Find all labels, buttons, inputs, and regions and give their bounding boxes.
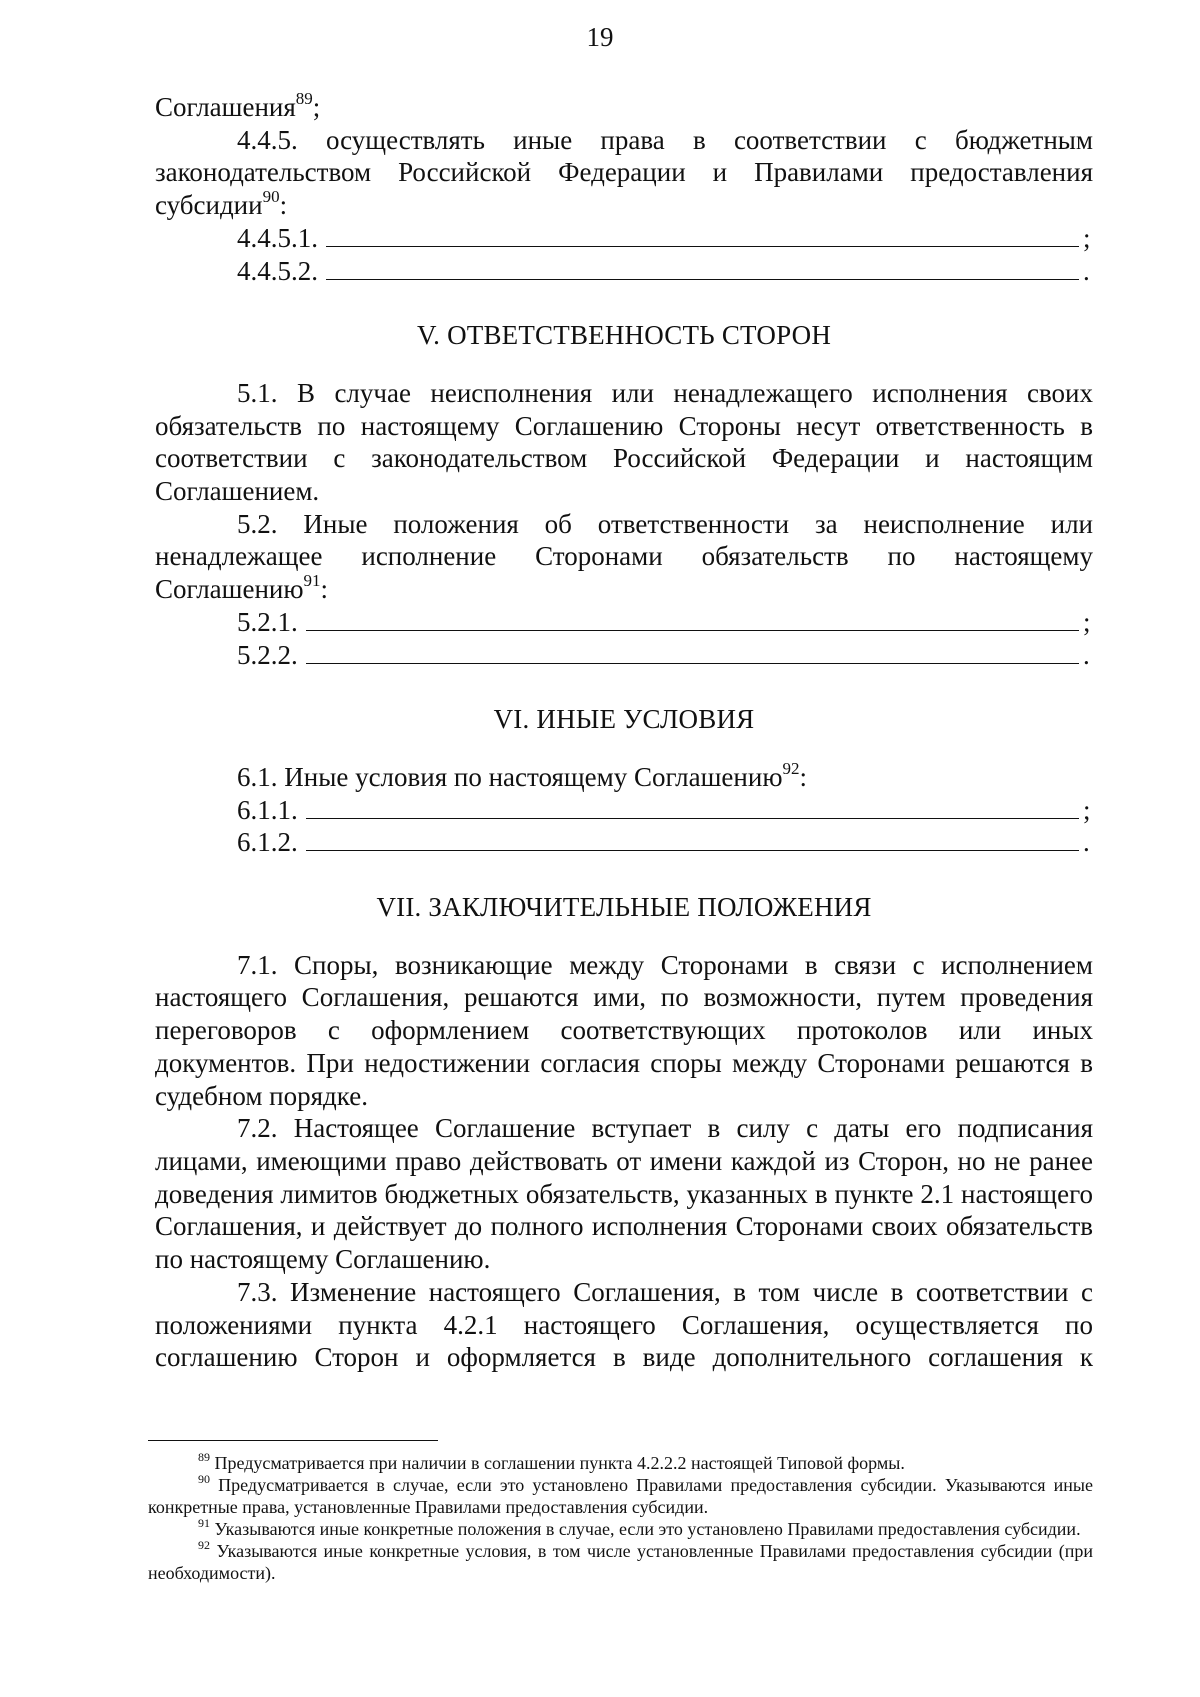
footnote-89 <box>148 1452 1093 1474</box>
blank-line-4-4-5-1 <box>155 222 1093 255</box>
paragraph-5-2 <box>155 508 1093 606</box>
item-number: 4.4.5.2. <box>237 255 318 286</box>
blank-field <box>306 826 1079 851</box>
page-body <box>155 91 1093 1374</box>
continuation-line <box>155 91 1093 124</box>
blank-line-6-1-2 <box>155 826 1093 859</box>
blank-field <box>306 606 1079 631</box>
footnote-90 <box>148 1474 1093 1518</box>
item-number: 4.4.5.1. <box>237 222 318 253</box>
blank-line-6-1-1 <box>155 794 1093 827</box>
paragraph-text: 4.4.5. осуществлять иные права в соответствии с бюджетным законодательством Российской Федерации и Правилами предоставления субсидии <box>155 124 1093 221</box>
section-heading-6: VI. ИНЫЕ УСЛОВИЯ <box>493 704 755 735</box>
punctuation: ; <box>312 92 321 122</box>
blank-field <box>306 794 1079 819</box>
paragraph-text: 6.1. Иные условия по настоящему Соглашению <box>237 761 783 792</box>
footnote-text: Предусматривается при наличии в соглашении пункта 4.2.2.2 настоящей Типовой формы. <box>214 1453 905 1473</box>
footnotes <box>148 1452 1093 1584</box>
footnote-separator <box>148 1440 438 1441</box>
footnote-text: Указываются иные конкретные положения в случае, если это установлено Правилами предоставления субсидии. <box>214 1519 1081 1539</box>
continuation-text: Соглашения <box>155 92 296 122</box>
punctuation: : <box>320 574 329 605</box>
paragraph-7-3: 7.3. Изменение настоящего Соглашения, в том числе в соответствии с положениями пункта 4.2.1 настоящего Соглашения, осуществляется по соглашению Сторон и оформляется в виде дополнительного соглашения к <box>155 1276 1093 1373</box>
punctuation: : <box>799 761 807 792</box>
page-number: 19 <box>586 22 614 52</box>
blank-line-5-2-2 <box>155 639 1093 672</box>
footnote-number: 89 <box>198 1450 210 1464</box>
section-heading-7: VII. ЗАКЛЮЧИТЕЛЬНЫЕ ПОЛОЖЕНИЯ <box>376 892 872 923</box>
footnote-92 <box>148 1540 1093 1584</box>
punctuation: ; <box>1083 794 1091 825</box>
footnote-91 <box>148 1518 1093 1540</box>
blank-field <box>306 639 1079 664</box>
blank-line-5-2-1 <box>155 606 1093 639</box>
punctuation: ; <box>1083 606 1091 637</box>
blank-field <box>326 255 1079 280</box>
footnote-number: 90 <box>198 1472 210 1486</box>
punctuation: . <box>1083 255 1090 286</box>
paragraph-7-1: 7.1. Споры, возникающие между Сторонами в связи с исполнением настоящего Соглашения, решаются ими, по возможности, путем проведения переговоров с оформлением соответствующих протоколов или иных документов. При недостижении согласия споры между Сторонами решаются в судебном порядке. <box>155 949 1093 1111</box>
blank-line-4-4-5-2 <box>155 255 1093 288</box>
blank-field <box>326 222 1079 247</box>
paragraph-text: 5.2. Иные положения об ответственности за неисполнение или ненадлежащее исполнение Сторонами обязательств по настоящему Соглашению <box>155 508 1093 605</box>
footnote-number: 91 <box>198 1516 210 1530</box>
punctuation: ; <box>1083 222 1091 253</box>
paragraph-6-1 <box>155 758 1093 794</box>
footnote-ref: 90 <box>262 187 280 207</box>
footnote-number: 92 <box>198 1538 210 1552</box>
punctuation: . <box>1083 827 1090 858</box>
footnote-ref: 91 <box>303 571 321 591</box>
punctuation: . <box>1083 639 1090 670</box>
section-heading-5: V. ОТВЕТСТВЕННОСТЬ СТОРОН <box>416 320 832 351</box>
paragraph-5-1: 5.1. В случае неисполнения или ненадлежащего исполнения своих обязательств по настоящему Соглашению Стороны несут ответственность в соответствии с законодательством Российской Федерации и настоящим Соглашением. <box>155 377 1093 507</box>
item-number: 6.1.1. <box>237 794 298 825</box>
paragraph-4-4-5 <box>155 124 1093 222</box>
item-number: 5.2.2. <box>237 639 298 670</box>
footnote-text: Указываются иные конкретные условия, в том числе установленные Правилами предоставления субсидии (при необходимости). <box>148 1541 1094 1583</box>
footnote-ref: 89 <box>295 89 313 108</box>
punctuation: : <box>279 190 288 221</box>
footnote-ref: 92 <box>782 758 800 778</box>
item-number: 5.2.1. <box>237 606 298 637</box>
item-number: 6.1.2. <box>237 827 298 858</box>
footnote-text: Предусматривается в случае, если это установлено Правилами предоставления субсидии. Указываются иные конкретные права, установленные Правилами предоставления субсидии. <box>148 1475 1094 1517</box>
paragraph-7-2: 7.2. Настоящее Соглашение вступает в силу с даты его подписания лицами, имеющими право действовать от имени каждой из Сторон, но не ранее доведения лимитов бюджетных обязательств, указанных в пункте 2.1 настоящего Соглашения, и действует до полного исполнения Сторонами своих обязательств по настоящему Соглашению. <box>155 1113 1093 1275</box>
